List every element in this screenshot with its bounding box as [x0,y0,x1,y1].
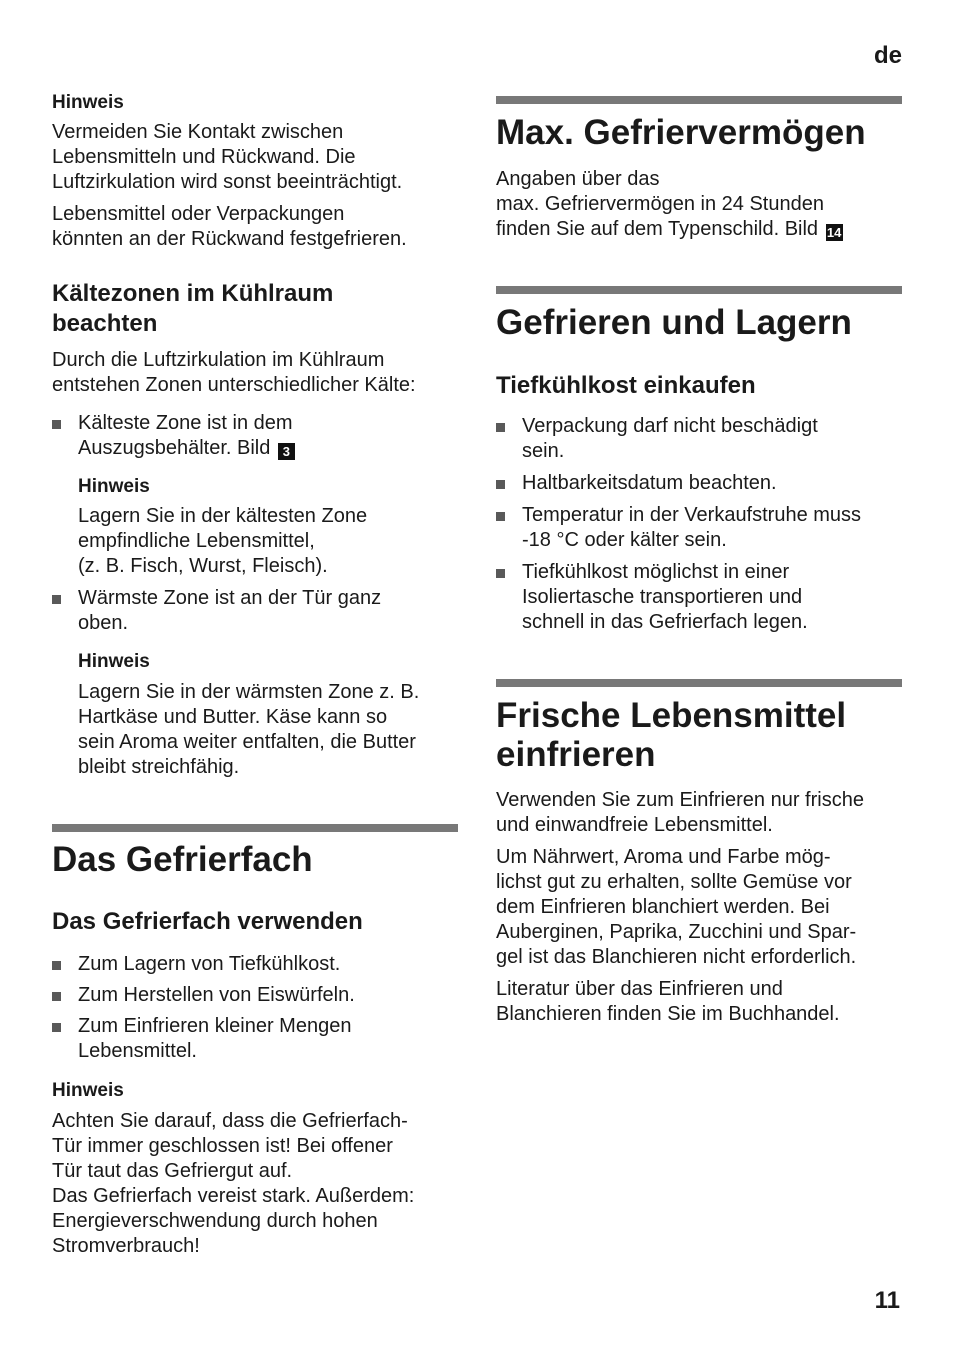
text-line: Lebensmitteln und Rückwand. Die [52,146,356,168]
section-heading [52,907,460,937]
text-line: entstehen Zonen unterschiedlicher Kälte: [52,374,416,396]
text-line [496,217,904,242]
figure-number-badge: 3 [278,443,295,460]
text-line: Energieverschwendung durch hohen [52,1210,378,1232]
text-line: Isoliertasche transportieren und [522,586,803,608]
body-paragraph [496,845,904,970]
text-line: Blanchieren finden Sie im Buchhandel. [496,1003,840,1025]
text-line: Durch die Luftzirkulation im Kühlraum [52,349,385,371]
text-line: Lebensmittel. [78,1040,197,1062]
text-line: Stromverbrauch! [52,1235,200,1257]
bullet-list [52,586,460,636]
body-paragraph [496,788,904,838]
text-line: Kälteste Zone ist in dem [78,412,293,434]
text-line: schnell in das Gefrierfach legen. [522,611,808,633]
text-line: max. Gefriervermögen in 24 Stunden [496,193,824,215]
text-line: Verpackung darf nicht beschädigt [522,415,818,437]
list-item [52,1014,460,1064]
text-line: Um Nährwert, Aroma und Farbe mög- [496,846,831,868]
section-heading [52,279,460,339]
square-bullet-icon [52,961,61,970]
list-item [52,952,460,977]
list-item [52,411,460,461]
hint-paragraph [52,120,460,195]
page-number: 11 [874,1287,900,1314]
body-paragraph [496,977,904,1027]
square-bullet-icon [52,420,61,429]
hint-label [52,91,460,115]
text-line: Zum Herstellen von Eiswürfeln. [78,984,355,1006]
section-rule [496,286,902,294]
square-bullet-icon [496,569,505,578]
text-line: Luftzirkulation wird sonst beeinträchtigt. [52,171,403,193]
text-line: Tür immer geschlossen ist! Bei offener [52,1135,393,1157]
heading-line: Kältezonen im Kühlraum [52,280,334,307]
chapter-title [496,113,904,152]
heading-line: Das Gefrierfach verwenden [52,908,363,935]
hint-paragraph [52,202,460,252]
text-line: Temperatur in der Verkaufstruhe muss [522,504,862,526]
text-span: finden Sie auf dem Typenschild. Bild [496,218,819,240]
section-rule [496,679,902,687]
hint-label-text: Hinweis [78,651,150,672]
text-line: Das Gefrierfach vereist stark. Außerdem: [52,1185,415,1207]
chapter-title-text: Das Gefrierfach [52,840,313,879]
square-bullet-icon [52,992,61,1001]
square-bullet-icon [496,423,505,432]
text-line: Zum Einfrieren kleiner Mengen [78,1015,352,1037]
text-line: Lebensmittel oder Verpackungen [52,203,345,225]
text-span: Auszugsbehälter. Bild [78,437,271,459]
chapter-title-text: Max. Gefriervermögen [496,113,866,152]
hint-label [52,1079,460,1103]
text-line: gel ist das Blanchieren nicht erforderlich. [496,946,857,968]
section-heading [496,371,904,401]
bullet-list [496,414,904,635]
text-line: Wärmste Zone ist an der Tür ganz [78,587,382,609]
square-bullet-icon [52,595,61,604]
chapter-title [496,696,904,774]
text-line: bleibt streichfähig. [78,756,240,778]
hint-label-text: Hinweis [52,92,124,113]
text-line: sein Aroma weiter entfalten, die Butter [78,731,416,753]
text-line: Lagern Sie in der wärmsten Zone z. B. [78,681,420,703]
text-line: könnten an der Rückwand festgefrieren. [52,228,407,250]
chapter-title-text: Gefrieren und Lagern [496,303,852,342]
chapter-title [496,303,904,342]
chapter-title-text: einfrieren [496,735,656,774]
square-bullet-icon [496,480,505,489]
list-item [496,560,904,635]
section-rule [52,824,458,832]
heading-line: beachten [52,310,158,337]
nested-hint-paragraph [78,504,460,579]
text-line: Hartkäse und Butter. Käse kann so [78,706,388,728]
nested-hint [78,650,460,674]
square-bullet-icon [496,512,505,521]
text-line: Verwenden Sie zum Einfrieren nur frische [496,789,864,811]
heading-line: Tiefkühlkost einkaufen [496,372,756,399]
text-line: Vermeiden Sie Kontakt zwischen [52,121,344,143]
section-rule [496,96,902,104]
list-item [496,471,904,496]
text-line: (z. B. Fisch, Wurst, Fleisch). [78,555,328,577]
list-item [52,586,460,636]
intro-paragraph [52,348,460,398]
bullet-list [52,411,460,461]
language-tag: de [873,42,902,69]
text-line: -18 °C oder kälter sein. [522,529,727,551]
text-line: Achten Sie darauf, dass die Gefrierfach- [52,1110,408,1132]
figure-number-badge: 14 [826,225,842,240]
text-line: Literatur über das Einfrieren und [496,978,783,1000]
square-bullet-icon [52,1023,61,1032]
text-line: Tür taut das Gefriergut auf. [52,1160,293,1182]
hint-label-text: Hinweis [52,1080,124,1101]
text-line [78,436,460,461]
list-item [496,503,904,553]
text-line: Angaben über das [496,168,660,190]
text-line: oben. [78,612,129,634]
chapter-title [52,840,460,879]
text-line: Tiefkühlkost möglichst in einer [522,561,790,583]
text-line: Haltbarkeitsdatum beachten. [522,472,777,494]
text-line: Zum Lagern von Tiefkühlkost. [78,953,341,975]
text-line: Auberginen, Paprika, Zucchini und Spar- [496,921,857,943]
text-line: Lagern Sie in der kältesten Zone [78,505,368,527]
list-item [496,414,904,464]
body-paragraph [496,167,904,242]
nested-hint-paragraph [78,680,460,780]
text-line: empfindliche Lebensmittel, [78,530,315,552]
text-line: sein. [522,440,565,462]
chapter-title-text: Frische Lebensmittel [496,696,847,735]
text-line: dem Einfrieren blanchiert werden. Bei [496,896,830,918]
bullet-list [52,952,460,1064]
text-line: lichst gut zu erhalten, sollte Gemüse vor [496,871,852,893]
hint-paragraph [52,1109,460,1259]
nested-hint [78,475,460,499]
hint-label-text: Hinweis [78,476,150,497]
list-item [52,983,460,1008]
text-line: und einwandfreie Lebensmittel. [496,814,773,836]
